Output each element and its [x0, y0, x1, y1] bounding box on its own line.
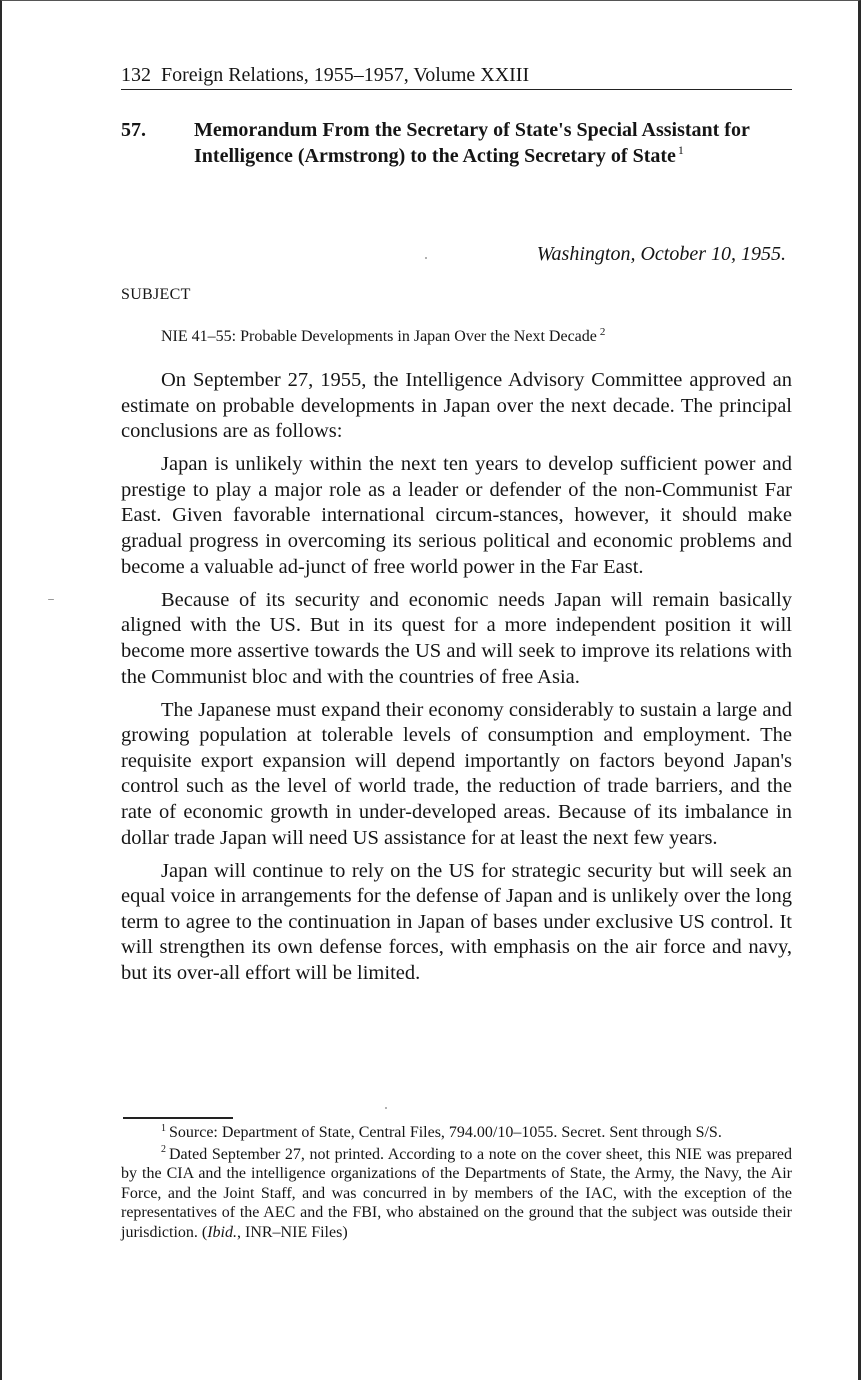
body-paragraph: Because of its security and economic needs Japan will remain basically aligned with the US. But in its quest for a more independent position it will become more assertive towards the US and will seek to improve its relations with the Communist bloc and with the countries of free Asia. — [121, 588, 792, 688]
page-number: 132 — [121, 64, 151, 86]
footnote-1 — [121, 1123, 792, 1143]
series-title: Foreign Relations, 1955–1957, Volume XXIII — [161, 64, 530, 86]
footnote-2-ibid: Ibid. — [207, 1223, 237, 1241]
memorandum-body — [121, 368, 792, 994]
body-paragraph: On September 27, 1955, the Intelligence Advisory Committee approved an estimate on probable developments in Japan over the next decade. The principal conclusions are as follows: — [121, 369, 792, 443]
body-paragraph: Japan is unlikely within the next ten years to develop sufficient power and prestige to play a major role as a leader or defender of the non-Communist Far East. Given favorable international circum-stances, however, it should make gradual progress in overcoming its serious political and economic problems and become a valuable ad-junct of free world power in the Far East. — [121, 453, 792, 578]
footnote-ref-1: 1 — [677, 143, 684, 158]
footnote-1-number: 1 — [161, 1122, 166, 1134]
footnote-1-text: Source: Department of State, Central Files, 794.00/10–1055. Secret. Sent through S/S. — [169, 1124, 722, 1141]
running-head — [121, 61, 792, 90]
footnote-2-number: 2 — [161, 1144, 166, 1156]
footnote-2 — [121, 1145, 792, 1243]
footnotes — [121, 1123, 792, 1243]
document-title — [194, 117, 754, 169]
scan-speck — [48, 599, 54, 600]
document-title-text: Memorandum From the Secretary of State's Special Assistant for Intelligence (Armstrong) to the Acting Secretary of State — [194, 119, 750, 167]
subject-line — [161, 326, 605, 348]
document-number: 57. — [121, 119, 146, 141]
body-paragraph: Japan will continue to rely on the US for strategic security but will seek an equal voice in arrangements for the defense of Japan and is unlikely over the long term to agree to the continuation in Japan of bases under exclusive US control. It will strengthen its own defense forces, with emphasis on the air force and navy, but its over-all effort will be limited. — [121, 859, 792, 985]
footnote-ref-2: 2 — [599, 325, 606, 338]
subject-label: SUBJECT — [121, 286, 191, 303]
body-paragraph: The Japanese must expand their economy considerably to sustain a large and growing population at tolerable levels of consumption and employment. The requisite export expansion will depend importantly on factors beyond Japan's control such as the level of world trade, the reduction of trade barriers, and the rate of economic growth in under-developed areas. Because of its imbalance in dollar trade Japan will need US assistance for at least the next few years. — [121, 698, 792, 849]
footnote-divider — [123, 1117, 233, 1119]
scan-speck — [425, 257, 427, 259]
footnote-2-tail: , INR–NIE Files) — [237, 1223, 348, 1241]
footnote-2-text: Dated September 27, not printed. According to a note on the cover sheet, this NIE was prepared by the CIA and the intelligence organizations of the Departments of State, the Army, the Navy, the Air Force, and the Joint Staff, and was concurred in by members of the IAC, with the exception of the representatives of the AEC and the FBI, who abstained on the ground that the subject was outside their jurisdiction. ( — [121, 1145, 792, 1241]
scan-speck — [385, 1107, 387, 1109]
subject-text: NIE 41–55: Probable Developments in Japan Over the Next Decade — [161, 328, 597, 345]
dateline: Washington, October 10, 1955. — [536, 243, 786, 265]
